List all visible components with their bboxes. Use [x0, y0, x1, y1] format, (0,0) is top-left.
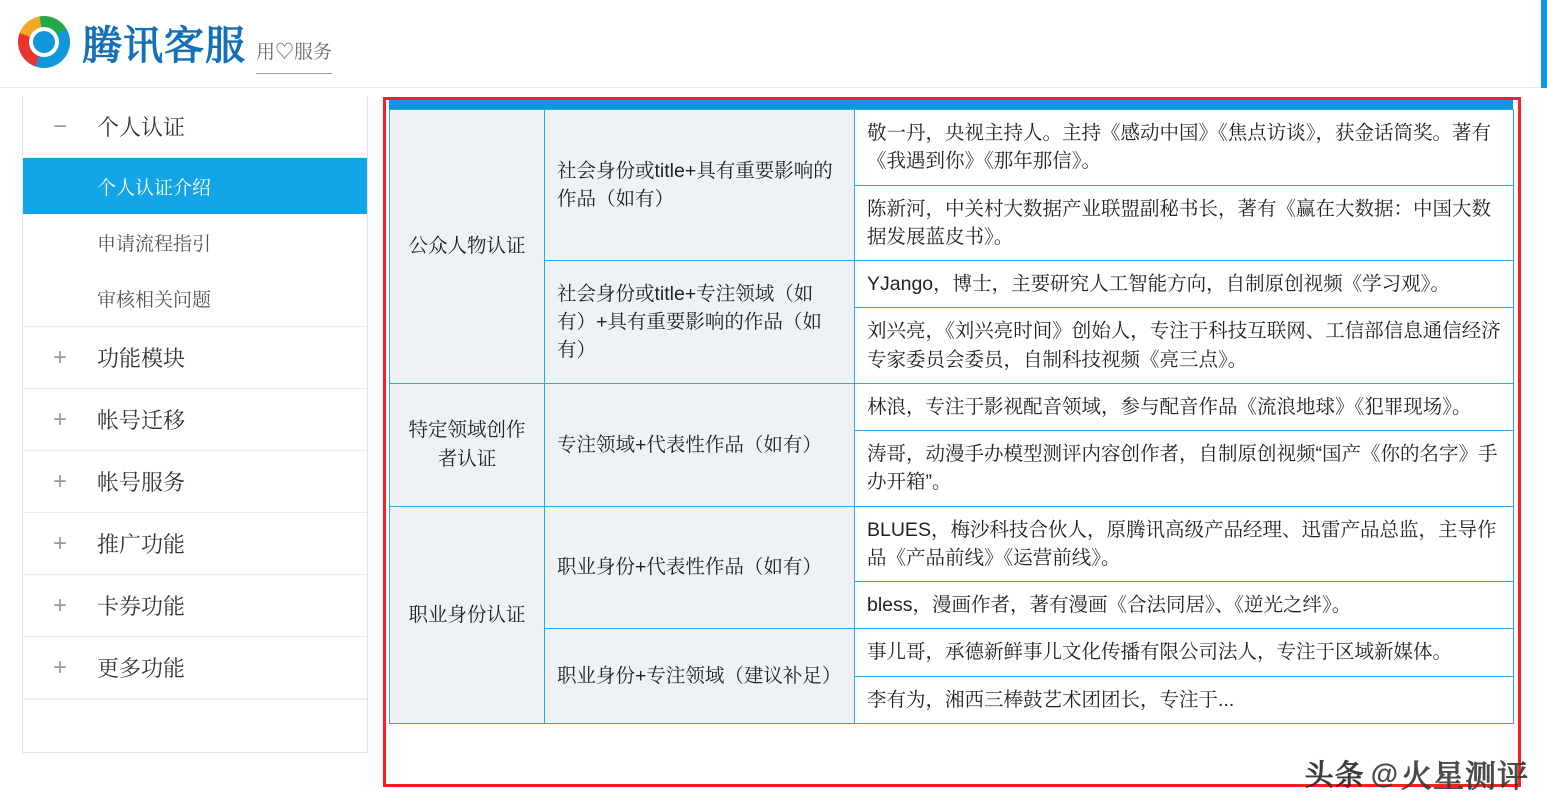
sidebar-group-account-migration[interactable]: [23, 389, 367, 451]
logo-slogan-suffix: 服务: [294, 42, 333, 63]
cell-example: 事儿哥，承德新鲜事儿文化传播有限公司法人，专注于区域新媒体。: [855, 629, 1514, 676]
cell-example: 涛哥，动漫手办模型测评内容创作者，自制原创视频“国产《你的名字》手办开箱”。: [855, 431, 1514, 507]
sidebar-item-apply-guide[interactable]: [23, 214, 367, 270]
sidebar-group-more[interactable]: [23, 637, 367, 699]
verification-examples-table: [389, 109, 1514, 724]
sidebar-group-label: 推广功能: [97, 532, 186, 557]
table-row: [390, 506, 1514, 582]
sidebar-item-label: 审核相关问题: [97, 289, 212, 311]
cell-example: 陈新河，中关村大数据产业联盟副秘书长，著有《赢在大数据：中国大数据发展蓝皮书》。: [855, 185, 1514, 261]
table-row: [390, 110, 1514, 186]
site-logo[interactable]: [18, 16, 332, 68]
cell-category: 职业身份认证: [390, 506, 545, 723]
logo-slogan-prefix: 用: [256, 42, 276, 63]
sidebar-group-label: 帐号服务: [97, 470, 186, 495]
cell-example: BLUES，梅沙科技合伙人，原腾讯高级产品经理、迅雷产品总监，主导作品《产品前线》《运营前线》。: [855, 506, 1514, 582]
cell-rule: 社会身份或title+专注领域（如有）+具有重要影响的作品（如有）: [545, 261, 855, 384]
sidebar-group-label: 帐号迁移: [97, 408, 186, 433]
sidebar-group-account-service[interactable]: [23, 451, 367, 513]
cell-example: 林浪，专注于影视配音领域，参与配音作品《流浪地球》《犯罪现场》。: [855, 383, 1514, 430]
site-header: [0, 0, 1547, 88]
sidebar-group-label: 功能模块: [97, 346, 186, 371]
sidebar-group-personal-auth[interactable]: [23, 96, 367, 158]
sidebar-group-promotion[interactable]: [23, 513, 367, 575]
cell-rule: 社会身份或title+具有重要影响的作品（如有）: [545, 110, 855, 261]
table-row: [390, 383, 1514, 430]
watermark: [1305, 751, 1529, 796]
plus-icon: +: [53, 591, 68, 619]
sidebar-item-label: 个人认证介绍: [97, 177, 212, 199]
page-bottom-strip: [0, 794, 1547, 806]
content-area: [383, 97, 1521, 787]
cell-category: 公众人物认证: [390, 110, 545, 384]
plus-icon: +: [53, 467, 68, 495]
content-top-accent-bar: [389, 100, 1513, 109]
cell-example: YJango，博士，主要研究人工智能方向，自制原创视频《学习观》。: [855, 261, 1514, 308]
cell-rule: 职业身份+代表性作品（如有）: [545, 506, 855, 629]
watermark-brand: 头条: [1304, 760, 1365, 792]
cell-example: 李有为，湘西三棒鼓艺术团团长，专注于...: [855, 676, 1514, 723]
header-accent-bar: [1541, 0, 1547, 88]
cell-rule: 职业身份+专注领域（建议补足）: [545, 629, 855, 724]
watermark-at-symbol: @: [1370, 757, 1399, 789]
plus-icon: +: [53, 529, 68, 557]
cell-example: bless，漫画作者，著有漫画《合法同居》、《逆光之绊》。: [855, 582, 1514, 629]
cell-example: 刘兴亮，《刘兴亮时间》创始人，专注于科技互联网、工信部信息通信经济专家委员会委员，自制科技视频《亮三点》。: [855, 308, 1514, 384]
cell-category: 特定领域创作者认证: [390, 383, 545, 506]
heart-icon: ♡: [275, 42, 295, 63]
sidebar-footer-space: [23, 699, 367, 752]
logo-text: 腾讯客服: [82, 24, 246, 68]
sidebar-nav: [22, 96, 368, 753]
logo-slogan: [256, 43, 332, 68]
sidebar-item-review-questions[interactable]: [23, 270, 367, 326]
sidebar-item-label: 申请流程指引: [97, 233, 212, 255]
sidebar-group-label: 更多功能: [97, 656, 186, 681]
sidebar-group-label: 个人认证: [97, 115, 186, 140]
table-row: [390, 261, 1514, 308]
watermark-author: 火星测评: [1401, 759, 1529, 794]
cell-rule: 专注领域+代表性作品（如有）: [545, 383, 855, 506]
plus-icon: +: [53, 405, 68, 433]
plus-icon: +: [53, 343, 68, 371]
tencent-service-logo-icon: [18, 16, 70, 68]
sidebar-item-personal-auth-intro[interactable]: [23, 158, 367, 214]
minus-icon: −: [53, 112, 68, 140]
plus-icon: +: [53, 653, 68, 681]
sidebar-group-coupon[interactable]: [23, 575, 367, 637]
sidebar-group-function-modules[interactable]: [23, 327, 367, 389]
table-row: [390, 629, 1514, 676]
cell-example: 敬一丹，央视主持人。主持《感动中国》《焦点访谈》，获金话筒奖。著有《我遇到你》《那年那信》。: [855, 110, 1514, 186]
sidebar-group-label: 卡券功能: [97, 594, 186, 619]
